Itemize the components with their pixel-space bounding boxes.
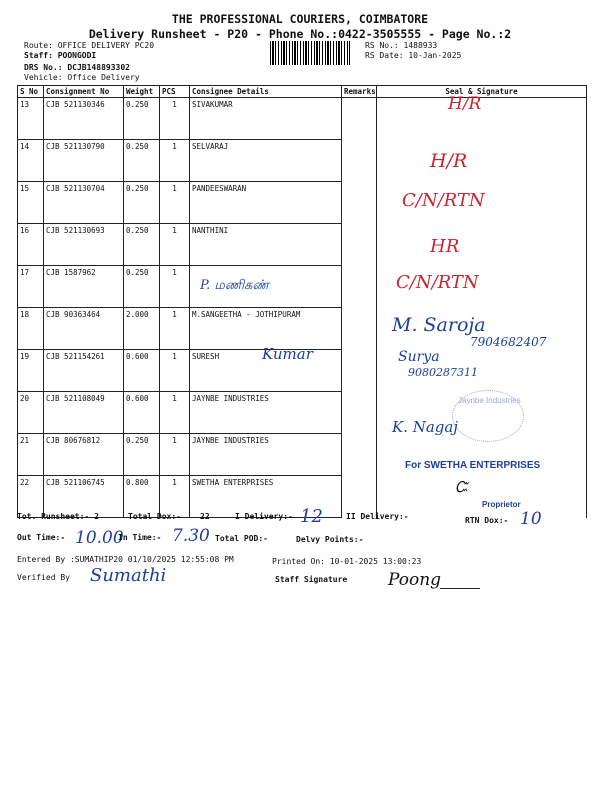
sno-cell: 20 (18, 392, 44, 434)
remarks-cell (342, 182, 377, 224)
runsheet-table (17, 85, 587, 518)
pcs-cell: 1 (160, 476, 190, 518)
consignee-cell: SWETHA ENTERPRISES (190, 476, 342, 518)
verified-by-label: Verified By (17, 573, 70, 582)
staff-signature: Poong (388, 570, 442, 590)
handwriting-row18-phone: 7904682407 (470, 335, 547, 349)
table-row (18, 224, 587, 266)
pcs-cell: 1 (160, 182, 190, 224)
weight-cell: 0.250 (124, 434, 160, 476)
consignee-cell: SELVARAJ (190, 140, 342, 182)
handwriting-row19-sig: Surya (398, 349, 440, 365)
pcs-cell: 1 (160, 266, 190, 308)
rtn-dox-value: 10 (520, 509, 542, 529)
vehicle-label: Vehicle: Office Delivery (24, 73, 140, 82)
i-delivery-label: I Delivery:- (235, 512, 293, 521)
consignment-cell: CJB 521130790 (44, 140, 124, 182)
consignee-cell: PANDEESWARAN (190, 182, 342, 224)
handwriting-row15: C/N/RTN (402, 190, 485, 211)
consignment-cell: CJB 1587962 (44, 266, 124, 308)
consignment-cell: CJB 521108049 (44, 392, 124, 434)
handwriting-row13: H/R (448, 94, 482, 114)
weight-cell: 0.250 (124, 98, 160, 140)
handwriting-row17-name: P. மணிகண் (200, 278, 270, 293)
pcs-cell: 1 (160, 350, 190, 392)
col-header-seal: Seal & Signature (377, 86, 587, 98)
company-title: THE PROFESSIONAL COURIERS, COIMBATORE (171, 12, 429, 26)
staff-signature-label: Staff Signature (275, 575, 348, 584)
staff-label: Staff: POONGODI (24, 51, 97, 60)
weight-cell: 0.600 (124, 350, 160, 392)
total-dox-label: Total Dox:- (128, 512, 181, 521)
ii-delivery-label: II Delivery:- (346, 512, 409, 521)
consignee-cell: SIVAKUMAR (190, 98, 342, 140)
seal-signature-cell (377, 98, 587, 140)
in-time-value: 7.30 (172, 526, 210, 546)
consignee-cell: M.SANGEETHA - JOTHIPURAM (190, 308, 342, 350)
rs-number: RS No.: 1488933 (365, 41, 438, 50)
sno-cell: 18 (18, 308, 44, 350)
sno-cell: 16 (18, 224, 44, 266)
remarks-cell (342, 392, 377, 434)
handwriting-row19: 9080287311 (408, 366, 478, 379)
in-time-label: In Time:- (118, 533, 162, 542)
consignee-cell: JAYNBE INDUSTRIES (190, 434, 342, 476)
sno-cell: 19 (18, 350, 44, 392)
weight-cell: 0.250 (124, 140, 160, 182)
remarks-cell (342, 224, 377, 266)
remarks-cell (342, 308, 377, 350)
pcs-cell: 1 (160, 98, 190, 140)
sno-cell: 13 (18, 98, 44, 140)
staff-signature-stroke (440, 588, 480, 589)
sno-cell: 17 (18, 266, 44, 308)
pcs-cell: 1 (160, 392, 190, 434)
out-time-label: Out Time:- (17, 533, 66, 542)
remarks-cell (342, 434, 377, 476)
consignment-cell: CJB 90363464 (44, 308, 124, 350)
consignment-cell: CJB 521130704 (44, 182, 124, 224)
col-header-consignee: Consignee Details (190, 86, 342, 98)
remarks-cell (342, 98, 377, 140)
total-runsheet: Tot. Runsheet:- 2 (17, 512, 99, 521)
table-row (18, 266, 587, 308)
handwriting-row18: M. Saroja (392, 314, 486, 336)
table-row (18, 182, 587, 224)
sno-cell: 22 (18, 476, 44, 518)
col-header-pcs: PCS (160, 86, 190, 98)
remarks-cell (342, 140, 377, 182)
handwriting-row16: HR (430, 236, 460, 257)
rtn-dox-label: RTN Dox:- (465, 516, 509, 525)
pcs-cell: 1 (160, 434, 190, 476)
consignee-cell: NANTHINI (190, 224, 342, 266)
handwriting-row21: K. Nagaj (392, 418, 459, 436)
rs-date: RS Date: 10-Jan-2025 (365, 51, 462, 60)
col-header-consignment: Consignment No (44, 86, 124, 98)
entered-by: Entered By :SUMATHIP20 01/10/2025 12:55:08 PM (17, 555, 234, 564)
stamp-proprietor: Proprietor (482, 500, 521, 509)
table-row (18, 98, 587, 140)
pcs-cell: 1 (160, 140, 190, 182)
pcs-cell: 1 (160, 224, 190, 266)
total-dox-value: 22 (200, 512, 210, 521)
consignment-cell: CJB 521154261 (44, 350, 124, 392)
pcs-cell: 1 (160, 308, 190, 350)
handwriting-row14: H/R (430, 150, 468, 172)
weight-cell: 0.800 (124, 476, 160, 518)
consignment-cell: CJB 521130693 (44, 224, 124, 266)
consignment-cell: CJB 80676812 (44, 434, 124, 476)
drs-label: DRS No.: DCJB148893302 (24, 63, 130, 72)
col-header-sno: S No (18, 86, 44, 98)
stamp-company: For SWETHA ENTERPRISES (405, 460, 541, 471)
consignee-cell: JAYNBE INDUSTRIES (190, 392, 342, 434)
barcode (270, 41, 350, 65)
verified-signature: Sumathi (90, 565, 167, 586)
weight-cell: 2.000 (124, 308, 160, 350)
printed-on: Printed On: 10-01-2025 13:00:23 (272, 557, 422, 566)
seal-signature-cell (377, 140, 587, 182)
remarks-cell (342, 266, 377, 308)
consignee-cell: SURESH (190, 350, 342, 392)
delvy-points-label: Delvy Points:- (296, 535, 364, 544)
company-seal-text: Jaynbe Industries (458, 396, 521, 405)
runsheet-title: Delivery Runsheet - P20 - Phone No.:0422-3505555 - Page No.:2 (88, 27, 512, 41)
weight-cell: 0.250 (124, 182, 160, 224)
i-delivery-value: 12 (300, 506, 323, 527)
consignment-cell: CJB 521106745 (44, 476, 124, 518)
weight-cell: 0.600 (124, 392, 160, 434)
handwriting-row17: C/N/RTN (396, 272, 479, 293)
sno-cell: 21 (18, 434, 44, 476)
remarks-cell (342, 350, 377, 392)
weight-cell: 0.250 (124, 266, 160, 308)
proprietor-signature: Ꮸ (455, 478, 468, 496)
route-label: Route: OFFICE DELIVERY PC20 (24, 41, 155, 50)
sno-cell: 14 (18, 140, 44, 182)
handwriting-row19-kumar: Kumar (262, 345, 313, 363)
col-header-remarks: Remarks (342, 86, 377, 98)
sno-cell: 15 (18, 182, 44, 224)
out-time-value: 10.00 (75, 528, 124, 548)
weight-cell: 0.250 (124, 224, 160, 266)
seal-signature-cell (377, 224, 587, 266)
table-header-row (18, 86, 587, 98)
total-pod-label: Total POD:- (215, 534, 268, 543)
consignment-cell: CJB 521130346 (44, 98, 124, 140)
table-row (18, 140, 587, 182)
col-header-weight: Weight (124, 86, 160, 98)
